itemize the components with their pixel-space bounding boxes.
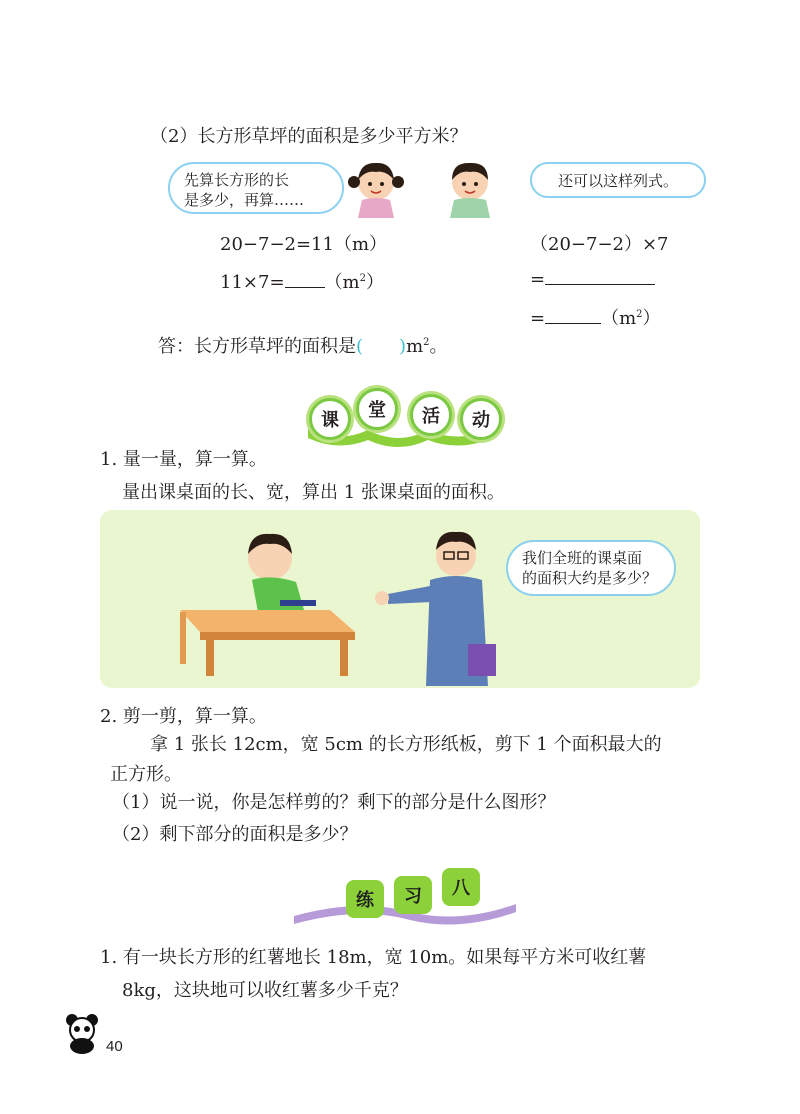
girl-bubble-line-1: 先算长方形的长 <box>184 171 290 189</box>
activity-item-2-sub-2: （2）剩下部分的面积是多少？ <box>112 824 358 845</box>
exercise-banner-char-1: 练 <box>346 880 384 918</box>
squared-superscript: 2 <box>636 309 643 320</box>
panda-icon <box>62 1012 102 1056</box>
answer-prefix: 答：长方形草坪的面积是 <box>158 336 356 357</box>
activity-item-2-body-2: 正方形。 <box>110 764 182 785</box>
activity-item-2-sub-1: （1）说一说，你是怎样剪的？剩下的部分是什么图形？ <box>112 792 556 813</box>
answer-period: 。 <box>429 336 448 357</box>
girl-speech-bubble <box>168 162 344 214</box>
boy-bubble-text: 还可以这样列式。 <box>557 172 678 190</box>
close-paren: ） <box>642 308 661 329</box>
exercise-banner-char-3: 八 <box>442 868 480 906</box>
teacher-speech-bubble <box>506 540 676 596</box>
boy-speech-bubble <box>530 162 706 198</box>
activity-item-2-title: 2. 剪一剪，算一算。 <box>100 706 267 727</box>
activity-item-1-body: 量出课桌面的长、宽，算出 1 张课桌面的面积。 <box>122 482 505 503</box>
right-equation-1: （20−7−2）×7 <box>530 234 669 255</box>
right-eq3-equals: = <box>530 308 546 329</box>
close-paren: ） <box>365 272 384 293</box>
answer-paren-open: ( <box>356 336 364 357</box>
left-eq2-prefix: 11×7= <box>220 272 285 293</box>
right-equation-2 <box>530 266 655 293</box>
left-eq2-unit: （m <box>324 272 360 293</box>
answer-line <box>158 330 448 360</box>
squared-superscript: 2 <box>423 337 430 348</box>
boy-illustration <box>440 158 500 220</box>
teacher-bubble-line-2: 的面积大约是多少？ <box>522 569 658 587</box>
classroom-illustration-panel <box>100 510 700 688</box>
answer-blank-left[interactable] <box>285 269 325 288</box>
exercise-item-1-line-2: 8kg，这块地可以收红薯多少千克？ <box>122 980 408 1001</box>
right-equation-3 <box>530 302 661 332</box>
activity-banner-char-1: 课 <box>309 398 351 440</box>
girl-illustration <box>340 160 410 220</box>
squared-superscript: 2 <box>359 273 366 284</box>
answer-unit: m <box>406 336 424 357</box>
page-number: 40 <box>106 1038 123 1055</box>
activity-banner-char-2: 堂 <box>356 388 398 430</box>
teacher-bubble-line-1: 我们全班的课桌面 <box>522 549 643 567</box>
activity-banner-char-4: 动 <box>460 398 502 440</box>
left-equation-2 <box>220 266 384 296</box>
girl-bubble-line-2: 是多少，再算…… <box>184 191 305 209</box>
answer-blank-right-2[interactable] <box>545 305 601 324</box>
right-eq2-equals: = <box>530 269 546 290</box>
question-2-title: （2）长方形草坪的面积是多少平方米？ <box>150 126 468 147</box>
exercise-item-1-line-1: 1. 有一块长方形的红薯地长 18m，宽 10m。如果每平方米可收红薯 <box>100 947 647 968</box>
right-eq3-unit: （m <box>601 308 637 329</box>
answer-paren-close: ) <box>399 336 407 357</box>
exercise-banner-char-2: 习 <box>394 876 432 914</box>
left-equation-1: 20−7−2=11（m） <box>220 234 388 255</box>
answer-blank-right-1[interactable] <box>545 266 655 285</box>
teacher-illustration <box>370 520 510 686</box>
student-at-desk-illustration <box>170 520 370 680</box>
activity-banner-char-3: 活 <box>410 394 452 436</box>
activity-item-2-body-1: 拿 1 张长 12cm，宽 5cm 的长方形纸板，剪下 1 个面积最大的 <box>150 734 662 755</box>
activity-item-1-title: 1. 量一量，算一算。 <box>100 449 267 470</box>
